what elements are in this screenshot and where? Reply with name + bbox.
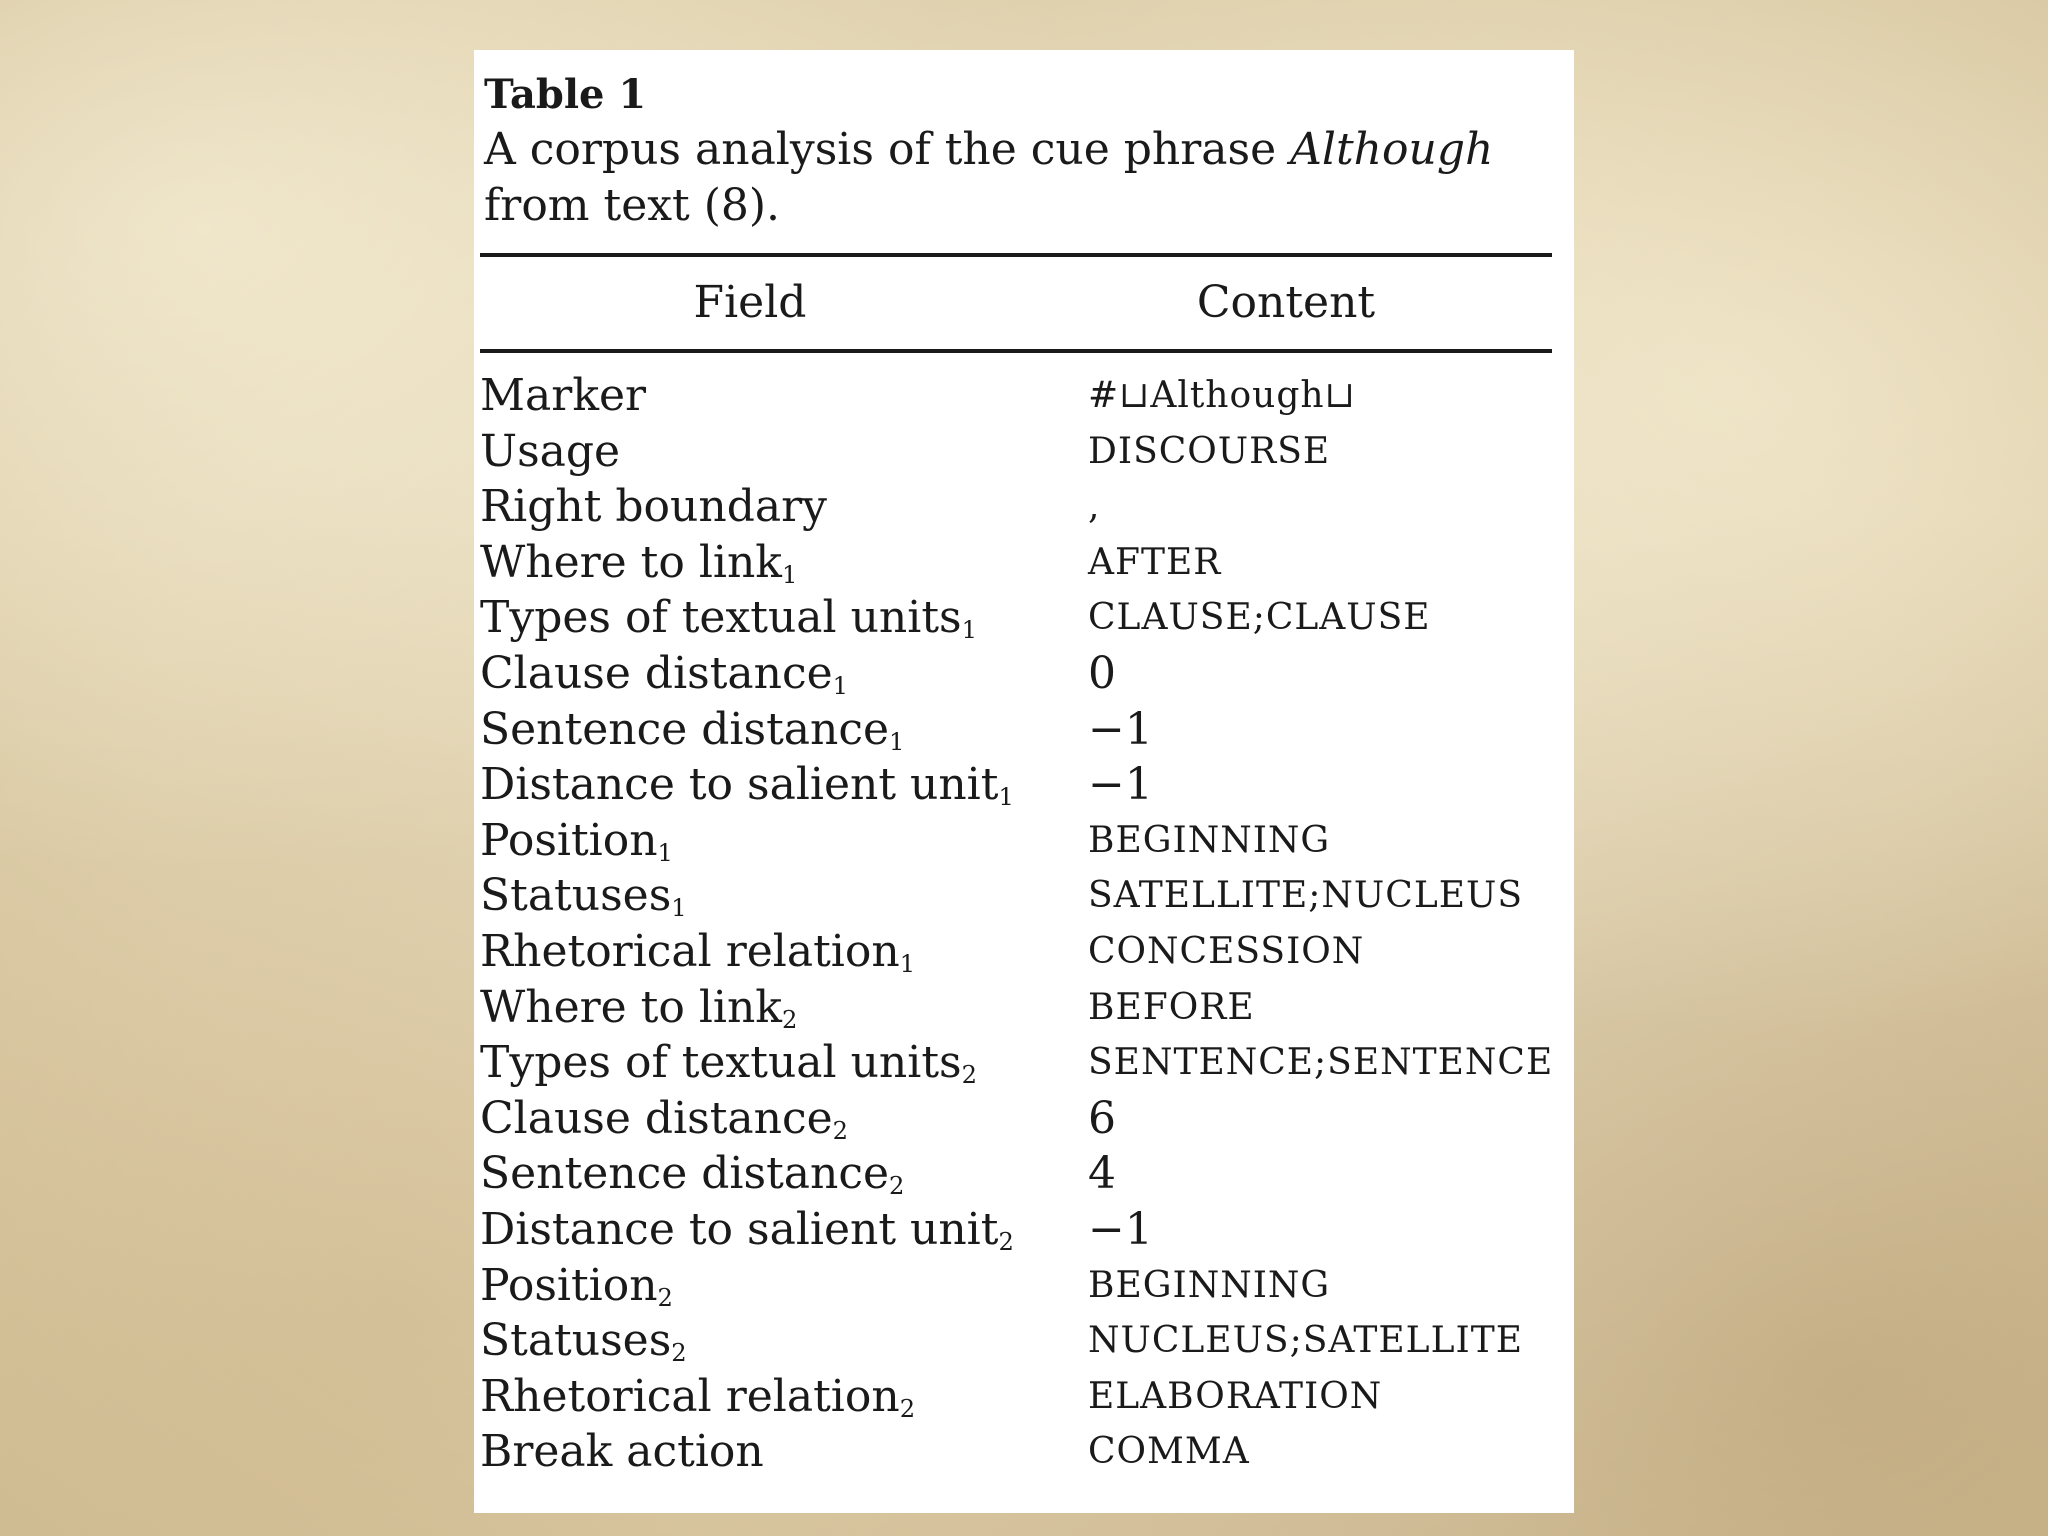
row-field-text: Types of textual units — [480, 1037, 962, 1089]
row-content: BEFORE — [1088, 986, 1255, 1028]
row-content: −1 — [1088, 1203, 1153, 1255]
table-label: Table 1 — [484, 71, 647, 118]
row-field — [480, 646, 848, 702]
row-field-subscript: 1 — [657, 838, 673, 867]
row-content: 6 — [1088, 1092, 1116, 1144]
row-field — [480, 1202, 1014, 1258]
row-field-text: Position — [480, 1259, 658, 1311]
row-field — [480, 868, 687, 924]
row-field — [480, 1369, 915, 1425]
row-content: −1 — [1088, 759, 1153, 811]
row-field-subscript: 1 — [961, 616, 977, 645]
row-field-text: Sentence distance — [480, 703, 889, 755]
row-field-subscript: 1 — [832, 672, 849, 701]
row-field-text: Position — [480, 814, 658, 866]
row-content: COMMA — [1088, 1431, 1250, 1473]
row-field — [480, 1035, 977, 1091]
row-field — [480, 479, 827, 535]
row-field-subscript: 2 — [889, 1172, 905, 1201]
row-field — [480, 702, 904, 758]
row-field-text: Distance to salient unit — [480, 759, 999, 811]
row-content: BEGINNING — [1088, 1264, 1331, 1306]
row-field-subscript: 2 — [899, 1394, 916, 1423]
row-content: 4 — [1088, 1148, 1116, 1200]
row-field — [480, 590, 977, 646]
row-field — [480, 1146, 904, 1202]
table-page — [474, 50, 1574, 1513]
table-row — [480, 980, 1552, 1036]
header-rule — [480, 349, 1552, 353]
table-row — [480, 646, 1552, 702]
row-field-text: Clause distance — [480, 647, 833, 699]
row-content: SENTENCE;SENTENCE — [1088, 1042, 1554, 1084]
row-content: SATELLITE;NUCLEUS — [1088, 875, 1524, 917]
row-content: DISCOURSE — [1088, 430, 1331, 472]
table-row — [480, 1313, 1552, 1369]
row-field-subscript: 1 — [899, 949, 916, 978]
caption-text — [484, 122, 1544, 234]
header-content: Content — [1196, 277, 1376, 328]
row-field-text: Break action — [480, 1426, 764, 1478]
row-field-text: Rhetorical relation — [480, 925, 900, 977]
table-row — [480, 1369, 1552, 1425]
row-field-text: Statuses — [480, 870, 672, 922]
table-row — [480, 1424, 1552, 1480]
table-row — [480, 868, 1552, 924]
row-content: CONCESSION — [1088, 930, 1365, 972]
table-row — [480, 702, 1552, 758]
table-row — [480, 1035, 1552, 1091]
table-row — [480, 1146, 1552, 1202]
row-field-subscript: 1 — [998, 783, 1014, 812]
row-field-text: Types of textual units — [480, 592, 962, 644]
caption-before: A corpus analysis of the cue phrase — [484, 124, 1291, 175]
table-row — [480, 535, 1552, 591]
top-rule — [480, 253, 1552, 257]
row-field — [480, 424, 620, 480]
header-field: Field — [693, 277, 807, 328]
row-field-text: Sentence distance — [480, 1148, 889, 1200]
row-field — [480, 1258, 673, 1314]
row-field-subscript: 2 — [998, 1227, 1014, 1256]
row-content: BEGINNING — [1088, 819, 1331, 861]
table-row — [480, 924, 1552, 980]
table-body — [480, 368, 1552, 1480]
row-field — [480, 757, 1014, 813]
table-row — [480, 757, 1552, 813]
table-row — [480, 590, 1552, 646]
table-row — [480, 479, 1552, 535]
row-field — [480, 1424, 764, 1480]
row-field-text: Clause distance — [480, 1092, 833, 1144]
table-row — [480, 424, 1552, 480]
row-field — [480, 535, 797, 591]
table-row — [480, 1258, 1552, 1314]
row-field — [480, 1313, 687, 1369]
row-field — [480, 813, 673, 869]
table-row — [480, 368, 1552, 424]
table-row — [480, 813, 1552, 869]
row-content: −1 — [1088, 703, 1153, 755]
row-field-text: Where to link — [480, 536, 782, 588]
table-row — [480, 1202, 1552, 1258]
table-header — [480, 265, 1552, 341]
row-content: AFTER — [1088, 541, 1222, 583]
row-field-text: Marker — [480, 370, 647, 421]
row-field-subscript: 2 — [657, 1283, 673, 1312]
row-content: NUCLEUS;SATELLITE — [1088, 1320, 1524, 1362]
row-field-text: Right boundary — [480, 481, 827, 533]
row-field-subscript: 1 — [889, 727, 905, 756]
row-field-text: Statuses — [480, 1315, 672, 1367]
row-field-text: Where to link — [480, 981, 782, 1033]
row-field — [480, 368, 646, 424]
row-content: , — [1088, 486, 1101, 528]
row-field-subscript: 1 — [671, 894, 687, 923]
row-content: 0 — [1088, 647, 1116, 699]
row-field — [480, 1091, 848, 1147]
row-field-text: Rhetorical relation — [480, 1370, 900, 1422]
row-content: ELABORATION — [1088, 1375, 1383, 1417]
row-field-subscript: 2 — [781, 1005, 798, 1034]
row-field — [480, 980, 797, 1036]
caption-italic: Although — [1290, 124, 1494, 175]
row-field-subscript: 2 — [832, 1116, 849, 1145]
row-content: CLAUSE;CLAUSE — [1088, 597, 1431, 639]
table-caption — [484, 68, 1544, 234]
row-field-subscript: 2 — [961, 1061, 977, 1090]
table-row — [480, 1091, 1552, 1147]
row-field — [480, 924, 915, 980]
row-field-subscript: 2 — [671, 1339, 687, 1368]
row-field-text: Usage — [480, 425, 621, 477]
row-content: #⊔Although⊔ — [1088, 375, 1356, 416]
caption-after: from text (8). — [484, 180, 781, 231]
row-field-subscript: 1 — [781, 560, 798, 589]
row-field-text: Distance to salient unit — [480, 1203, 999, 1255]
